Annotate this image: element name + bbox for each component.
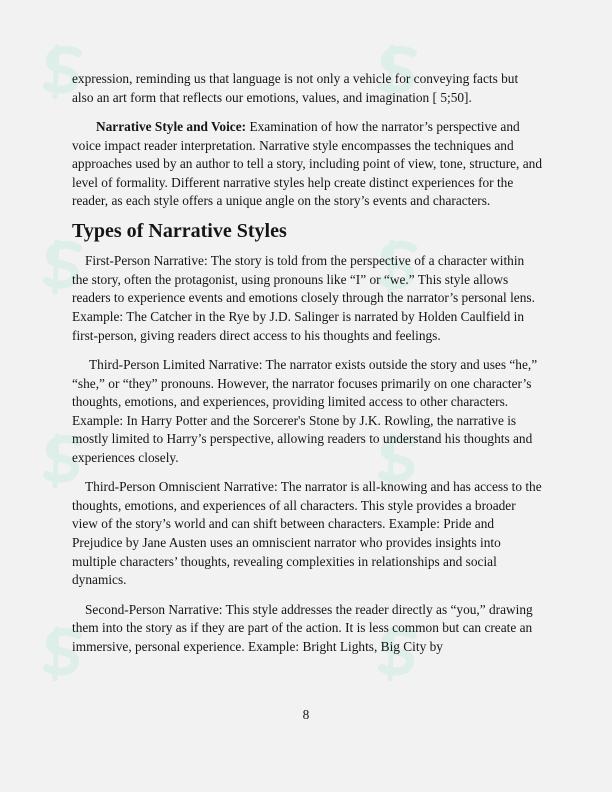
second-person-paragraph: Second-Person Narrative: This style addresses the reader directly as “you,” drawing them into the story as if they are part of the action. It is less common but can create an immersive, personal experience. Example: Bright Lights, Big City by [72, 601, 533, 654]
narrative-style-paragraph [72, 118, 542, 211]
third-person-limited-paragraph: Third-Person Limited Narrative: The narrator exists outside the story and uses “he,” “she,” or “they” pronouns. However, the narrator focuses primarily on one character’s thoughts, emotions, and experiences, providing limited access to other characters. Example: In Harry Potter and the Sorcerer's Stone by J.K. Rowling, the narrative is mostly limited to Harry’s perspective, allowing readers to understand his thoughts and experiences closely. [72, 357, 538, 465]
page-number: 8 [302, 707, 310, 722]
document-body [72, 70, 542, 667]
intro-paragraph: expression, reminding us that language is not only a vehicle for conveying facts but also an art form that reflects our emotions, values, and imagination [ 5;50]. [72, 71, 519, 105]
narrative-style-text: Examination of how the narrator’s perspective and voice impact reader interpretation. Narrative style encompasses the techniques and approaches used by an author to tell a story, including point of view, tone, structure, and level of formality. Different narrative styles help create distinct experiences for the reader, as each style offers a unique angle on the story’s events and characters. [72, 119, 542, 209]
narrative-style-heading: Narrative Style and Voice: [96, 119, 247, 135]
section-heading: Types of Narrative Styles [72, 219, 287, 242]
third-person-omniscient-paragraph: Third-Person Omniscient Narrative: The narrator is all-knowing and has access to the thoughts, emotions, and experiences of all characters. This style provides a broader view of the story’s world and can shift between characters. Example: Pride and Prejudice by Jane Austen uses an omniscient narrator who provides insights into multiple characters’ thoughts, revealing complexities in relationships and social dynamics. [72, 479, 542, 588]
first-person-paragraph: First-Person Narrative: The story is told from the perspective of a character within the story, often the protagonist, using pronouns like “I” or “we.” This style allows readers to experience events and emotions closely through the narrator’s personal lens. Example: The Catcher in the Rye by J.D. Salinger is narrated by Holden Caulfield in first-person, giving readers direct access to his thoughts and feelings. [72, 253, 535, 343]
